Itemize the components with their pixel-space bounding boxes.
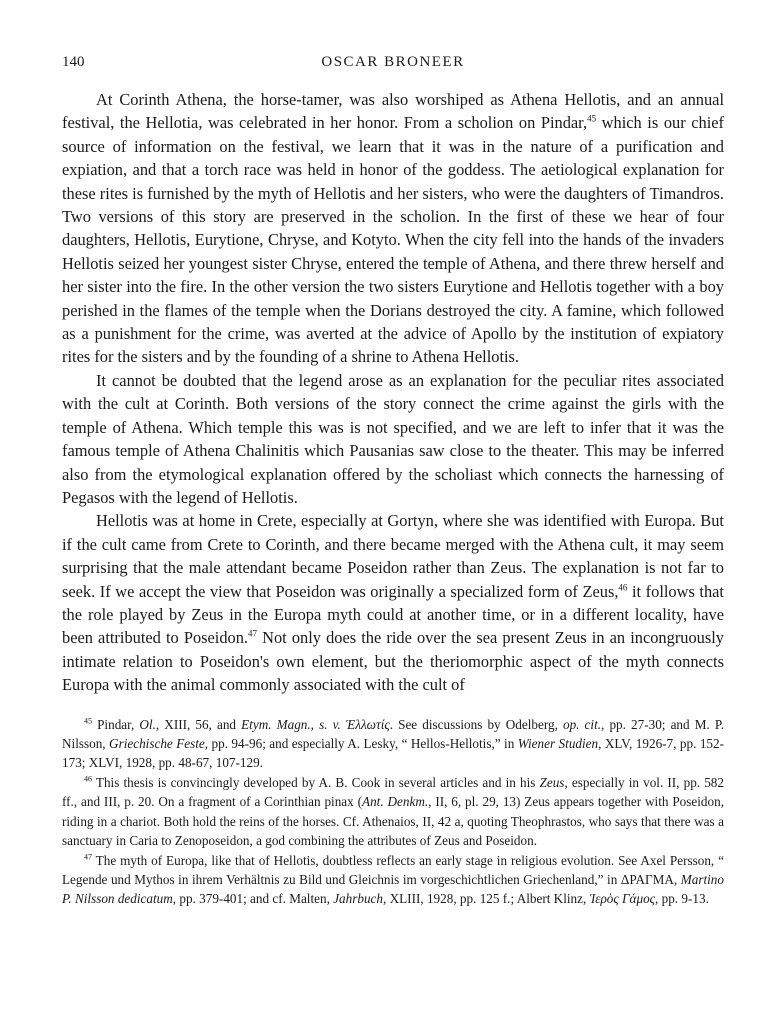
paragraph-text: At Corinth Athena, the horse-tamer, was also worshiped as Athena Hellotis, and an annual festival, the Hellotia, was celebrated in her honor. From a scholion on Pindar, <box>62 90 724 133</box>
running-head: OSCAR BRONEER <box>321 54 465 70</box>
paragraph <box>62 369 724 509</box>
footnote-text: , pp. 94-96; and especially A. Lesky, “ Hellos-Hellotis,” in <box>204 735 518 751</box>
footnote-number: 47 <box>84 852 92 862</box>
footnote-italic-text: Ant. Denkm. <box>362 794 429 810</box>
page-number: 140 <box>62 54 85 70</box>
footnote-text: , pp. 379-401; and cf. Malten, <box>172 891 334 907</box>
footnote-number: 46 <box>84 774 92 784</box>
footnote-italic-text: Ἑλλωτίς <box>345 716 390 732</box>
footnote-italic-text: Etym. Magn., s. v. <box>241 716 341 732</box>
footnote-text: This thesis is convincingly developed by A. B. Cook in several articles and in his <box>92 775 540 791</box>
footnote-text: , especially in vol. II, pp. 582 ff., and III, p. 20. On a fragment of a Corinthian pinax ( <box>62 775 724 810</box>
footnote-text: . See discussions by Odelberg, <box>389 716 563 732</box>
footnote-text: The myth of Europa, like that of Hellotis, doubtless reflects an early stage in religious evolution. See Axel Persson, “ Legende und Mythos in ihrem Verhältnis zu Bild und Gleichnis im vorgeschichtlichen Griechenland,” in ΔΡΑΓΜΑ, <box>62 852 724 888</box>
footnote-text: , II, 6, pl. 29, 13) Zeus appears together with Poseidon, riding in a chariot. Both hold the reins of the horses. Cf. Athenaios, II, 42 a, quoting Theophrastos, who says that there was a sanctuary in Caria to Zenoposeidon, a god combining the attributes of Zeus and Poseidon. <box>62 794 724 848</box>
footnote-italic-text: Ol. <box>139 716 156 732</box>
footnote-text: , XLV, 1926-7, pp. 152-173; XLVI, 1928, pp. 48-67, 107-129. <box>62 735 724 770</box>
footnote-reference: 46 <box>618 582 628 593</box>
paragraph-text: it follows that the role played by Zeus in the Europa myth could at another time, or in a different locality, have been attributed to Poseidon. <box>62 581 724 648</box>
footnote-text: , XLIII, 1928, pp. 125 f.; Albert Klinz, <box>383 891 590 907</box>
footnote <box>62 715 724 773</box>
page <box>62 54 724 910</box>
footnote-reference: 47 <box>248 628 258 639</box>
footnote-italic-text: Jahrbuch <box>333 891 383 907</box>
footnote-italic-text: Zeus <box>539 775 565 791</box>
footnote <box>62 773 724 850</box>
paragraph-text: It cannot be doubted that the legend arose as an explanation for the peculiar rites associated with the cult at Corinth. Both versions of the story connect the crime against the girls with the temple of Athena. Which temple this was is not specified, and we are left to infer that it was the famous temple of Athena Chalinitis which Pausanias saw close to the theater. This may be inferred also from the etymological explanation offered by the scholiast which connects the harnessing of Pegasos with the legend of Hellotis. <box>62 370 724 507</box>
footnote-italic-text: Wiener Studien <box>517 735 599 751</box>
footnotes <box>62 715 724 909</box>
paragraph-text: which is our chief source of information on the festival, we learn that it was in the nature of a purification and expiation, and that a torch race was held in honor of the goddess. The aetiological explanation for these rites is furnished by the myth of Hellotis and her sisters, who were the daughters of Timandros. Two versions of this story are preserved in the scholion. In the first of these we hear of four daughters, Hellotis, Eurytione, Chryse, and Kotyto. When the city fell into the hands of the invaders Hellotis seized her youngest sister Chryse, entered the temple of Athena, and there threw herself and her sister into the fire. In the other version the two sisters Eurytione and Hellotis together with a boy perished in the flames of the temple when the Dorians destroyed the city. A famine, which followed as a punishment for the crime, was averted at the advice of Apollo by the institution of expiatory rites for the sisters and by the founding of a shrine to Athena Hellotis. <box>62 113 724 367</box>
footnote-text: , pp. 27-30; and M. P. Nilsson, <box>62 716 724 751</box>
footnote-italic-text: Ἱερὸς Γάμος <box>589 891 656 907</box>
page-header <box>62 54 724 80</box>
footnote-italic-text: op. cit. <box>562 716 602 732</box>
footnote-number: 45 <box>84 716 92 726</box>
footnote-italic-text: Martino P. Nilsson dedicatum <box>62 872 724 907</box>
footnote-text: , pp. 9-13. <box>655 891 709 907</box>
body-text <box>62 88 724 697</box>
footnote-reference: 45 <box>587 113 597 124</box>
paragraph <box>62 88 724 369</box>
paragraph-text: Not only does the ride over the sea present Zeus in an incongruously intimate relation to Poseidon's own element, but the theriomorphic aspect of the myth connects Europa with the animal commonly associated with the cult of <box>62 628 724 695</box>
footnote <box>62 851 724 909</box>
paragraph <box>62 509 724 696</box>
footnote-text: , XIII, 56, and <box>155 716 242 732</box>
footnote-text: Pindar, <box>92 716 140 732</box>
footnote-italic-text: Griechische Feste <box>109 735 205 751</box>
paragraph-text: Hellotis was at home in Crete, especially at Gortyn, where she was identified with Europa. But if the cult came from Crete to Corinth, and there became merged with the Athena cult, it may seem surprising that the male attendant became Poseidon rather than Zeus. The explanation is not far to seek. If we accept the view that Poseidon was originally a specialized form of Zeus, <box>62 511 724 601</box>
